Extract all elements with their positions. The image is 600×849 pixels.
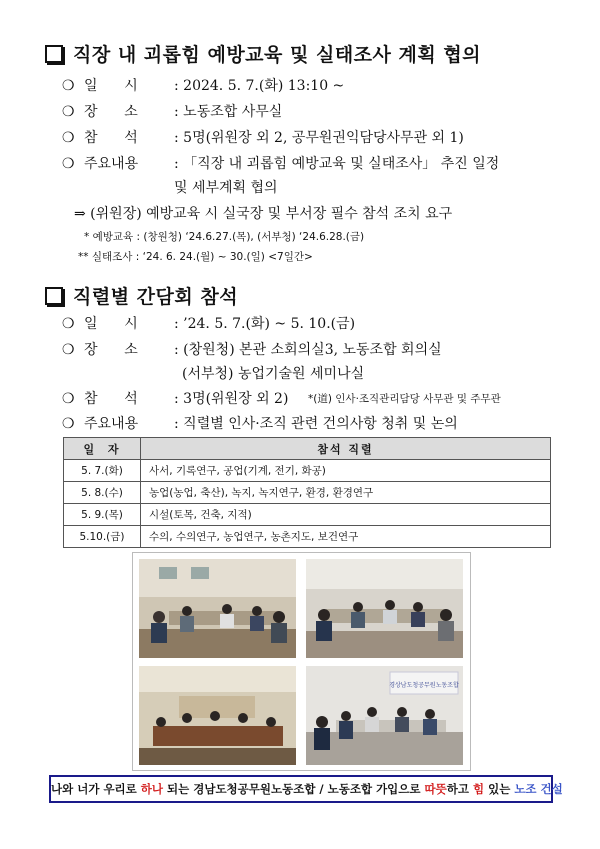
bullet-icon: ❍ [62, 416, 75, 432]
checkbox-icon [45, 287, 63, 305]
section2-title: 직렬별 간담회 참석 [45, 282, 238, 309]
s2-row-attend: ❍ 참 석 : 3명(위원장 외 2) [62, 391, 289, 407]
bullet-icon: ❍ [62, 316, 75, 332]
s1-note1: * 예방교육 : (창원청) ‘24.6.27.(목), (서부청) ‘24.6.28.(금) [84, 231, 365, 243]
s1-request: ⇒ (위원장) 예방교육 시 실국장 및 부서장 필수 참석 조치 요구 [74, 206, 453, 222]
s2-row-date: ❍ 일 시 : ’24. 5. 7.(화) ~ 5. 10.(금) [62, 316, 356, 332]
s2-row-place: ❍ 장 소 : (창원청) 본관 소회의실3, 노동조합 회의실 [62, 342, 442, 358]
meeting-photo-2 [306, 559, 463, 658]
table-row: 5. 8.(수) 농업(농업, 축산), 녹지, 녹지연구, 환경, 환경연구 [64, 482, 551, 504]
s2-attend-note: *(道) 인사·조직관리담당 사무관 및 주무관 [308, 393, 501, 405]
slogan-banner: 나와 너가 우리로 하나 되는 경남도청공무원노동조합 / 노동조합 가입으로 따뜻하고 힘 있는 노조 건설 [49, 775, 553, 803]
meeting-photos [132, 552, 471, 771]
s1-row-place: ❍ 장 소 : 노동조합 사무실 [62, 104, 283, 120]
table-row: 5. 9.(목) 시설(토목, 건축, 지적) [64, 504, 551, 526]
table-header-row [64, 438, 551, 460]
s1-row-date: ❍ 일 시 : 2024. 5. 7.(화) 13:10 ~ [62, 78, 345, 94]
table-header-date: 일 자 [64, 438, 141, 460]
bullet-icon: ❍ [62, 130, 75, 146]
s1-note2: ** 실태조사 : ‘24. 6. 24.(월) ~ 30.(일) <7일간> [78, 251, 313, 263]
bullet-icon: ❍ [62, 391, 75, 407]
bullet-icon: ❍ [62, 78, 75, 94]
attendance-table [63, 437, 551, 548]
s2-place-cont: (서부청) 농업기술원 세미나실 [182, 366, 365, 382]
table-row: 5. 7.(화) 사서, 기록연구, 공업(기계, 전기, 화공) [64, 460, 551, 482]
meeting-photo-4 [306, 666, 463, 765]
bullet-icon: ❍ [62, 342, 75, 358]
table-header-groups: 참석 직렬 [141, 438, 551, 460]
photo-banner-text: 경상남도청공무원노동조합 [389, 682, 459, 689]
meeting-photo-3 [139, 666, 296, 765]
s1-row-content: ❍ 주요내용 : 「직장 내 괴롭힘 예방교육 및 실태조사」 추진 일정 [62, 156, 500, 172]
s1-row-attend: ❍ 참 석 : 5명(위원장 외 2, 공무원권익담당사무관 외 1) [62, 130, 464, 146]
s1-content-cont: 및 세부계획 협의 [174, 180, 278, 196]
table-row: 5.10.(금) 수의, 수의연구, 농업연구, 농촌지도, 보건연구 [64, 526, 551, 548]
bullet-icon: ❍ [62, 104, 75, 120]
checkbox-icon [45, 45, 63, 63]
section1-title: 직장 내 괴롭힘 예방교육 및 실태조사 계획 협의 [45, 40, 481, 67]
bullet-icon: ❍ [62, 156, 75, 172]
s2-row-content: ❍ 주요내용 : 직렬별 인사·조직 관련 건의사항 청취 및 논의 [62, 416, 458, 432]
meeting-photo-1 [139, 559, 296, 658]
